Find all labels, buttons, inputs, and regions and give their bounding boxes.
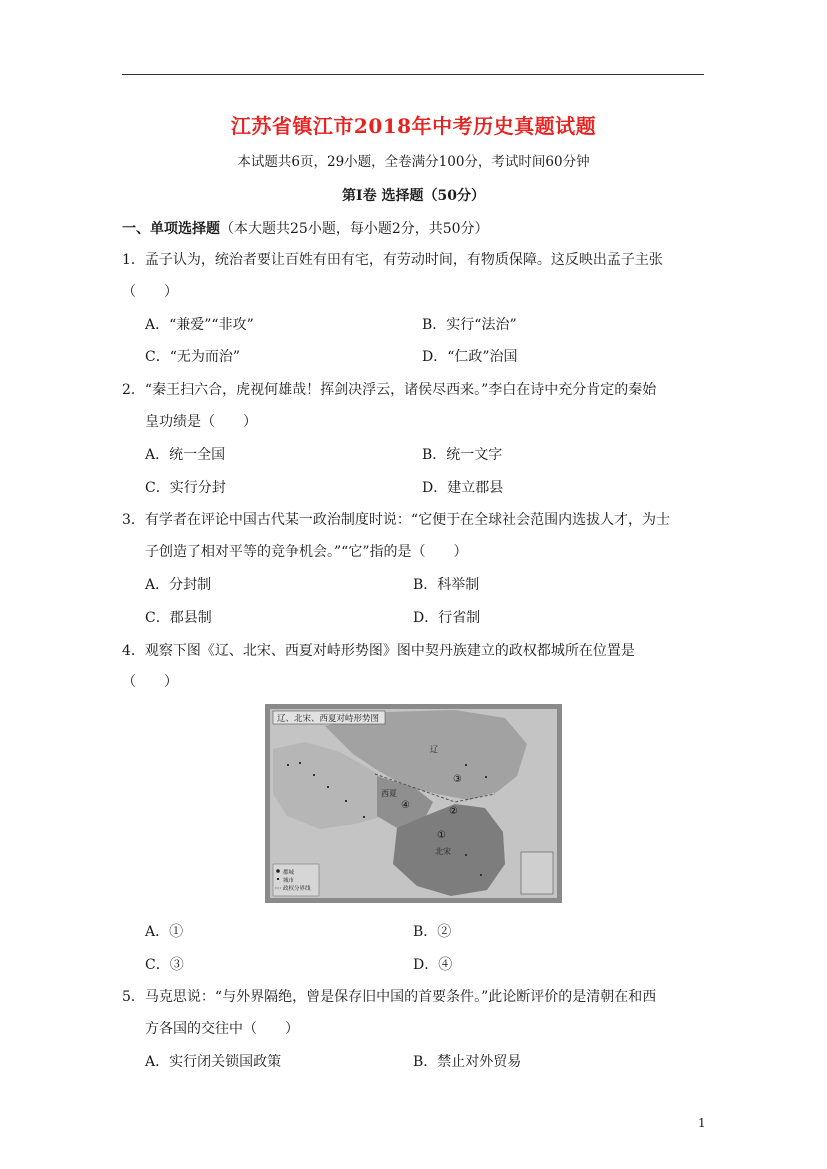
label-liao: 辽	[430, 745, 438, 754]
q2-option-c: C．实行分封	[145, 480, 226, 496]
q2-stem-line1: 2．“秦王扫六合，虎视何雄哉！挥剑决浮云，诸侯尽西来。”李白在诗中充分肯定的秦始	[122, 382, 657, 398]
header-rule	[122, 74, 704, 75]
q2-stem-line2: 皇功绩是（ ）	[145, 414, 257, 430]
label-song: 北宋	[435, 847, 451, 856]
q3-option-b: B．科举制	[413, 577, 480, 593]
map-title: 辽、北宋、西夏对峙形势图	[277, 714, 380, 724]
legend-city-symbol	[277, 878, 279, 880]
exam-title: 江苏省镇江市2018年中考历史真题试题	[230, 114, 597, 138]
city-dot	[465, 764, 467, 766]
q1-stem-line1: 1．孟子认为，统治者要让百姓有田有宅，有劳动时间，有物质保障。这反映出孟子主张	[122, 252, 663, 268]
marker-3: ③	[453, 774, 462, 785]
legend-capital-symbol	[276, 869, 280, 873]
q4-stem-line1: 4．观察下图《辽、北宋、西夏对峙形势图》图中契丹族建立的政权都城所在位置是	[122, 643, 635, 659]
q5-stem-line1: 5．马克思说：“与外界隔绝，曾是保存旧中国的首要条件。”此论断评价的是清朝在和西	[122, 989, 657, 1005]
exam-info: 本试题共6页，29小题，全卷满分100分，考试时间60分钟	[237, 154, 590, 170]
q5-option-a: A．实行闭关锁国政策	[145, 1054, 282, 1070]
page-number: 1	[698, 1116, 706, 1130]
q4-option-b: B．②	[413, 924, 452, 940]
city-dot	[327, 786, 329, 788]
legend-city: 城市	[283, 878, 295, 884]
q3-stem-line1: 3．有学者在评论中国古代某一政治制度时说：“它便于在全球社会范围内选拔人才，为士	[122, 512, 671, 528]
marker-1: ①	[437, 830, 446, 841]
map-inset	[521, 852, 553, 894]
q3-option-d: D．行省制	[413, 610, 481, 626]
city-dot	[485, 776, 487, 778]
q5-stem-line2: 方各国的交往中（ ）	[145, 1021, 299, 1037]
q1-stem-line2: （ ）	[122, 284, 178, 300]
city-dot	[363, 816, 365, 818]
q2-option-a: A．统一全国	[145, 447, 226, 463]
section-title: 一、单项选择题	[122, 221, 220, 237]
q3-option-c: C．郡县制	[145, 610, 212, 626]
city-dot	[299, 762, 301, 764]
volume-heading: 第Ⅰ卷 选择题（50分）	[342, 188, 485, 204]
q3-option-a: A．分封制	[145, 577, 212, 593]
q1-option-b: B．实行“法治”	[422, 317, 517, 333]
label-xixia: 西夏	[381, 789, 397, 798]
city-dot	[465, 854, 467, 856]
marker-2: ②	[449, 806, 458, 817]
city-dot	[313, 774, 315, 776]
legend-capital: 都城	[283, 870, 295, 876]
section-heading	[122, 218, 489, 238]
legend-boundary: 政权分界线	[283, 886, 311, 892]
q1-option-d: D．“仁政”治国	[422, 349, 518, 365]
q3-stem-line2: 子创造了相对平等的竞争机会。”“它”指的是（ ）	[145, 544, 468, 560]
q1-option-a: A．“兼爱”“非攻”	[145, 317, 254, 333]
marker-4: ④	[401, 800, 410, 811]
section-note: （本大题共25小题，每小题2分，共50分）	[220, 221, 489, 237]
city-dot	[480, 874, 482, 876]
q4-stem-line2: （ ）	[122, 674, 178, 690]
q2-option-d: D．建立郡县	[422, 480, 504, 496]
city-dot	[345, 800, 347, 802]
city-dot	[287, 764, 289, 766]
q4-option-d: D．④	[413, 957, 453, 973]
q1-option-c: C．“无为而治”	[145, 349, 241, 365]
q4-option-a: A．①	[145, 924, 184, 940]
q4-option-c: C．③	[145, 957, 184, 973]
liao-song-xixia-map	[265, 704, 562, 903]
q5-option-b: B．禁止对外贸易	[413, 1054, 522, 1070]
q2-option-b: B．统一文字	[422, 447, 503, 463]
